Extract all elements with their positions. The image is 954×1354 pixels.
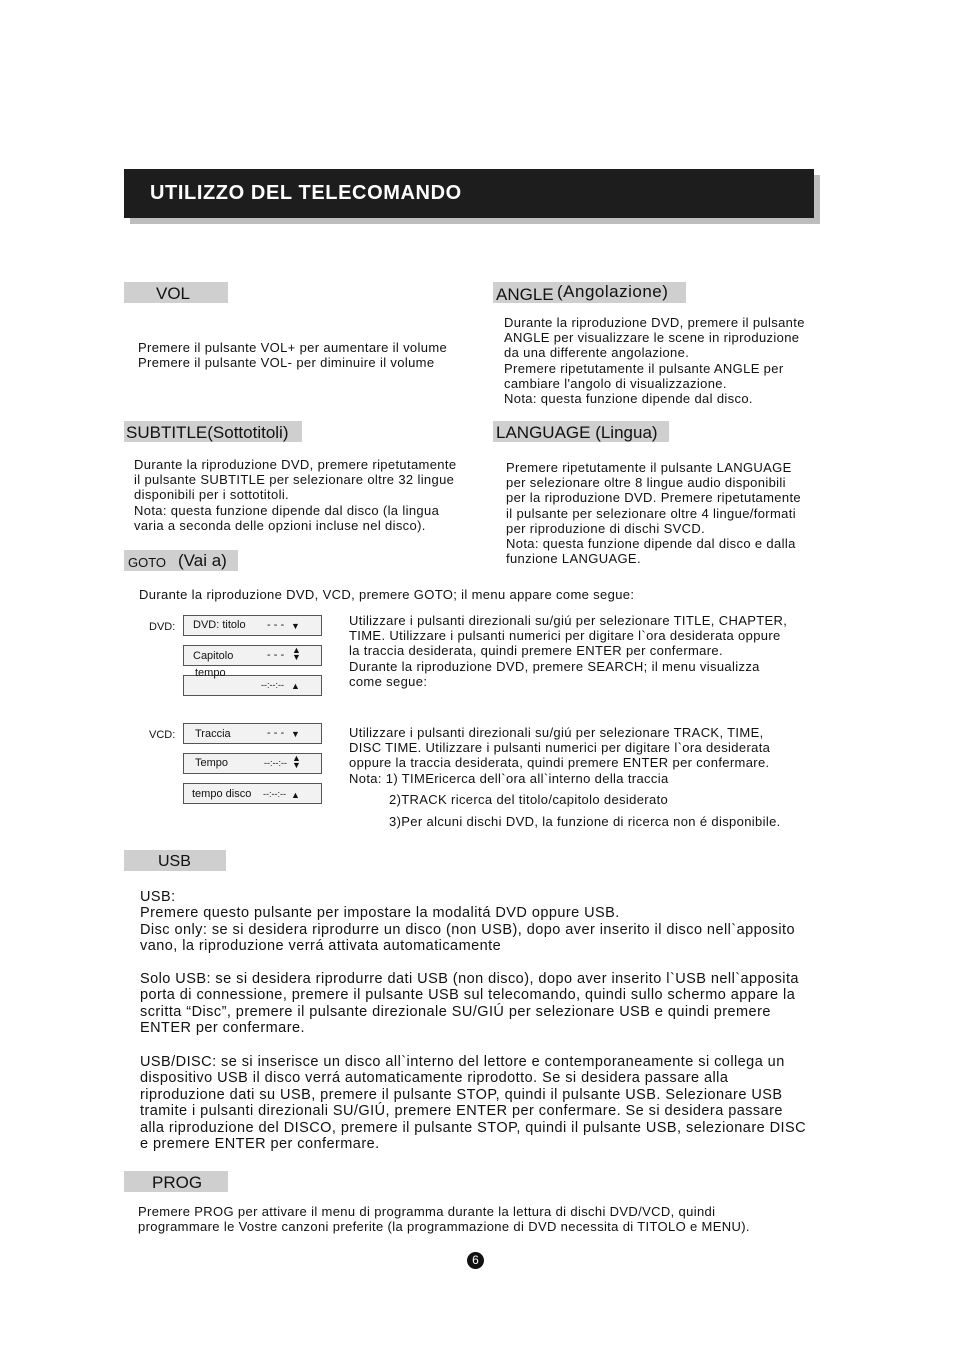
- goto-label-small: GOTO: [128, 555, 167, 570]
- page-title: UTILIZZO DEL TELECOMANDO: [150, 182, 462, 204]
- chevron-up-icon: ▲: [291, 681, 300, 691]
- vol-label-box: [124, 282, 228, 303]
- language-label: LANGUAGE (Lingua): [496, 423, 658, 442]
- up-down-icon: ▲▼: [292, 645, 301, 662]
- dvd-title-field: [183, 615, 322, 636]
- goto-note-2: 2)TRACK ricerca del titolo/capitolo desiderato: [389, 792, 669, 807]
- vcd-time-value: --:--:--: [264, 758, 287, 768]
- chevron-down-icon: ▼: [291, 621, 300, 631]
- angle-label: ANGLE: [496, 285, 554, 304]
- page-number: 6: [467, 1252, 484, 1269]
- vcd-track-value: - - -: [267, 727, 285, 739]
- vcd-disc-time-name: tempo disco: [192, 788, 252, 800]
- vcd-time-field: [183, 753, 322, 774]
- dvd-time-value: --:--:--: [261, 680, 284, 690]
- dvd-chapter-field: [183, 645, 322, 666]
- goto-label-box: [124, 550, 238, 571]
- goto-label-big: (Vai a): [178, 551, 227, 570]
- vcd-instructions: Utilizzare i pulsanti direzionali su/giú per selezionare TRACK, TIME, DISC TIME. Utilizzare i pulsanti numerici per digitare l`ora desiderata oppure la traccia desiderata, quindi premere ENTER per confermare. Nota: 1) TIMEricerca dell`ora all`interno della traccia: [349, 725, 771, 786]
- dvd-title-name: DVD: titolo: [193, 619, 246, 631]
- vcd-disc-time-value: --:--:--: [263, 789, 286, 799]
- dvd-label: DVD:: [149, 621, 176, 633]
- vol-label: VOL: [156, 284, 191, 303]
- angle-label-box: [493, 282, 686, 303]
- vcd-label: VCD:: [149, 729, 176, 741]
- subtitle-text: Durante la riproduzione DVD, premere ripetutamente il pulsante SUBTITLE per selezionare oltre 32 lingue disponibili per i sottotitoli. Nota: questa funzione dipende dal disco (la lingua varia a seconda delle opzioni incluse nel disco).: [134, 457, 457, 533]
- angle-label-sub: (Angolazione): [557, 282, 669, 301]
- usb-paragraph-2: Solo USB: se si desidera riprodurre dati USB (non disco), dopo aver inserito l`USB nell`apposita porta di connessione, premere il pulsante USB sul telecomando, quindi sullo schermo appare la scritta “Disc”, premere il pulsante direzionale SU/GIÚ per selezionare USB e quindi premere ENTER per confermare.: [140, 971, 799, 1037]
- prog-text: Premere PROG per attivare il menu di programma durante la lettura di dischi DVD/VCD, quindi programmare le Vostre canzoni preferite (la programmazione di DVD necessita di TITOLO e MENU).: [138, 1204, 750, 1235]
- prog-label-box: [124, 1171, 228, 1192]
- vcd-track-field: [183, 723, 322, 744]
- vcd-disc-time-field: [183, 783, 322, 804]
- goto-note-3: 3)Per alcuni dischi DVD, la funzione di ricerca non é disponibile.: [389, 814, 781, 829]
- angle-text: Durante la riproduzione DVD, premere il pulsante ANGLE per visualizzare le scene in riproduzione da una differente angolazione. Premere ripetutamente il pulsante ANGLE per cambiare l'angolo di visualizzazione. Nota: questa funzione dipende dal disco.: [504, 315, 805, 407]
- dvd-title-value: - - -: [267, 619, 285, 631]
- dvd-chapter-name: Capitolo: [193, 650, 234, 662]
- dvd-chapter-value: - - -: [267, 649, 285, 661]
- subtitle-label: SUBTITLE(Sottotitoli): [126, 423, 289, 442]
- usb-label: USB: [158, 853, 191, 870]
- language-label-box: [493, 421, 669, 442]
- chevron-down-icon: ▼: [291, 729, 300, 739]
- language-text: Premere ripetutamente il pulsante LANGUAGE per selezionare oltre 8 lingue audio disponibili per la riproduzione DVD. Premere ripetutamente il pulsante per selezionare oltre 4 lingue/formati per riproduzione di dischi SVCD. Nota: questa funzione dipende dal disco e dalla funzione LANGUAGE.: [506, 460, 802, 567]
- usb-paragraph-3: USB/DISC: se si inserisce un disco all`interno del lettore e contemporaneamente si collega un dispositivo USB il disco verrá automaticamente riprodotto. Se si desidera passare alla riproduzione dati su USB, premere il pulsante STOP, quindi il pulsante USB. Selezionare USB tramite i pulsanti direzionali SU/GIÚ, premere ENTER per confermare. Se si desidera passare alla riproduzione del DISCO, premere il pulsante STOP, quindi il pulsante USB, selezionare DISC e premere ENTER per confermare.: [140, 1054, 807, 1153]
- vcd-track-name: Traccia: [195, 728, 231, 740]
- dvd-instructions: Utilizzare i pulsanti direzionali su/giú per selezionare TITLE, CHAPTER, TIME. Utilizzare i pulsanti numerici per digitare l`ora desiderata oppure la traccia desiderata, quindi premere ENTER per confermare. Durante la riproduzione DVD, premere SEARCH; il menu visualizza come segue:: [349, 613, 788, 689]
- usb-label-box: [124, 850, 226, 871]
- usb-paragraph-1: USB: Premere questo pulsante per impostare la modalitá DVD oppure USB. Disc only: se si desidera riprodurre un disco (non USB), dopo aver inserito il disco nell`apposito vano, la riproduzione verrá attivata automaticamente: [140, 889, 796, 955]
- vcd-time-name: Tempo: [195, 757, 229, 769]
- vol-text: Premere il pulsante VOL+ per aumentare il volume Premere il pulsante VOL- per diminuire il volume: [138, 340, 448, 371]
- subtitle-label-box: [124, 421, 302, 442]
- dvd-time-name: tempo: [195, 667, 226, 679]
- chevron-up-icon: ▲: [291, 790, 300, 800]
- prog-label: PROG: [152, 1173, 203, 1192]
- goto-intro: Durante la riproduzione DVD, VCD, premere GOTO; il menu appare come segue:: [139, 587, 635, 602]
- up-down-icon: ▲▼: [292, 753, 301, 770]
- dvd-time-field: [183, 667, 322, 696]
